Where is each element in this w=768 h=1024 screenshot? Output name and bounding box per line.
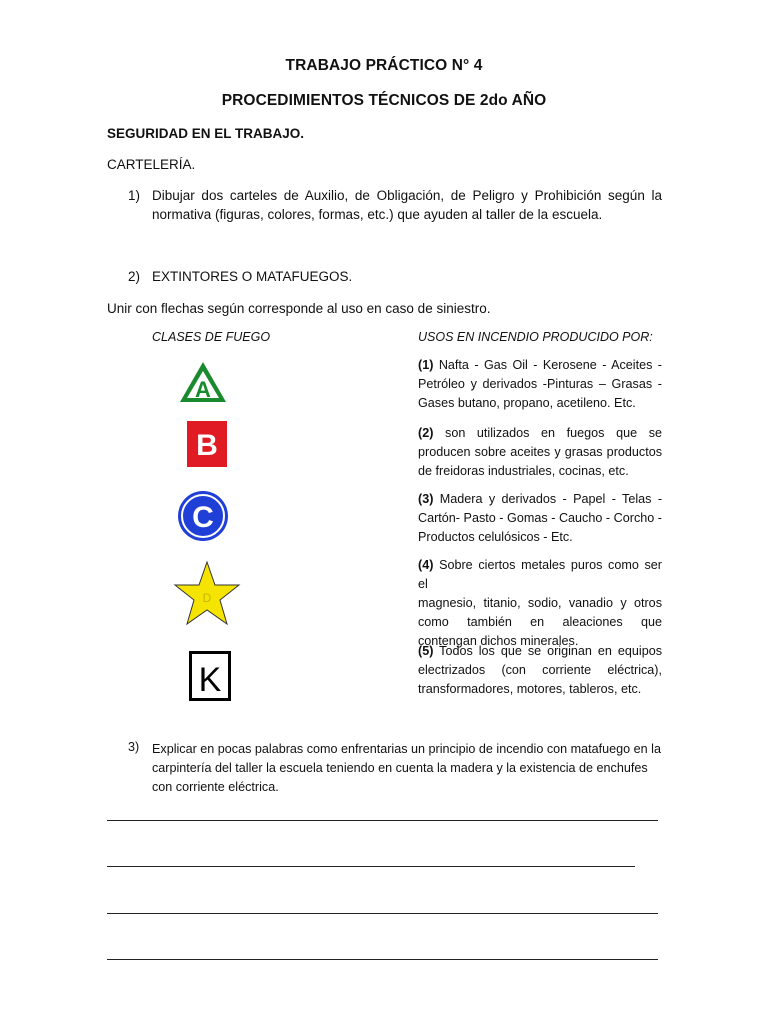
column-header-classes: CLASES DE FUEGO bbox=[152, 330, 271, 344]
use-4-line-2: magnesio, titanio, sodio, vanadio y otros bbox=[418, 596, 662, 610]
use-4-line-1: Sobre ciertos metales puros como ser el bbox=[418, 558, 662, 591]
use-2-number: (2) bbox=[418, 426, 434, 440]
use-5-line-3: transformadores, motores, tableros, etc. bbox=[418, 682, 642, 696]
use-4 bbox=[418, 556, 662, 651]
item-1-number: 1) bbox=[128, 188, 141, 203]
answer-line-1[interactable] bbox=[107, 820, 658, 821]
use-1-line-2: Petróleo y derivados -Pinturas – Grasas - bbox=[418, 377, 662, 391]
use-5 bbox=[418, 642, 662, 699]
use-3-line-1: Madera y derivados - Papel - Telas - bbox=[439, 492, 663, 506]
use-5-line-1: Todos los que se originan en equipos bbox=[439, 644, 662, 658]
section-heading: SEGURIDAD EN EL TRABAJO. bbox=[107, 126, 305, 141]
answer-line-4[interactable] bbox=[107, 959, 658, 960]
class-d-star-icon bbox=[172, 560, 242, 628]
use-1-line-3: Gases butano, propano, acetileno. Etc. bbox=[418, 396, 636, 410]
item-2-number: 2) bbox=[128, 269, 141, 284]
class-k-letter: K bbox=[198, 661, 222, 699]
use-3 bbox=[418, 490, 662, 547]
instruction-text: Unir con flechas según corresponde al uso en caso de siniestro. bbox=[107, 301, 491, 316]
page-subtitle: PROCEDIMIENTOS TÉCNICOS DE 2do AÑO bbox=[221, 92, 547, 109]
item-3-line-1: Explicar en pocas palabras como enfrentarias un principio de incendio con matafuego en la bbox=[152, 742, 661, 756]
item-1-line-1: Dibujar dos carteles de Auxilio, de Obligación, de Peligro y Prohibición según la bbox=[152, 188, 662, 203]
subsection-heading: CARTELERÍA. bbox=[107, 157, 196, 172]
class-c-circle-icon bbox=[176, 489, 230, 543]
class-d-letter: D bbox=[202, 591, 212, 605]
class-c-letter: C bbox=[192, 501, 214, 534]
class-b-letter: B bbox=[196, 429, 218, 462]
use-2-line-3: de freidoras industriales, cocinas, etc. bbox=[418, 464, 629, 478]
use-1-number: (1) bbox=[418, 358, 434, 372]
class-b-square-icon bbox=[186, 420, 228, 468]
use-5-number: (5) bbox=[418, 644, 434, 658]
column-header-uses: USOS EN INCENDIO PRODUCIDO POR: bbox=[418, 330, 653, 344]
item-3-line-3: con corriente eléctrica. bbox=[152, 780, 279, 794]
use-4-line-3: como también en aleaciones que bbox=[418, 615, 662, 629]
answer-line-2[interactable] bbox=[107, 866, 635, 867]
use-2-line-1: son utilizados en fuegos que se bbox=[445, 426, 662, 440]
use-1 bbox=[418, 356, 662, 413]
class-a-letter: A bbox=[195, 377, 211, 402]
use-3-number: (3) bbox=[418, 492, 434, 506]
use-1-line-1: Nafta - Gas Oil - Kerosene - Aceites - bbox=[438, 358, 663, 372]
use-4-number: (4) bbox=[418, 558, 434, 572]
use-4-line-4: contengan dichos minerales. bbox=[418, 634, 579, 648]
use-5-line-2: electrizados (con corriente eléctrica), bbox=[418, 663, 662, 677]
use-3-line-2: Cartón- Pasto - Gomas - Caucho - Corcho - bbox=[418, 511, 662, 525]
item-3-text bbox=[152, 740, 664, 797]
item-3-number: 3) bbox=[128, 740, 140, 754]
class-k-box-icon bbox=[189, 651, 231, 701]
item-2-text: EXTINTORES O MATAFUEGOS. bbox=[152, 269, 353, 284]
item-3-line-2: carpintería del taller la escuela teniendo en cuenta la madera y la existencia de enchufes bbox=[152, 761, 648, 775]
answer-line-3[interactable] bbox=[107, 913, 658, 914]
use-2-line-2: producen sobre aceites y grasas productos bbox=[418, 445, 662, 459]
use-3-line-3: Productos celulósicos - Etc. bbox=[418, 530, 573, 544]
item-1-line-2: normativa (figuras, colores, formas, etc.) que ayuden al taller de la escuela. bbox=[152, 207, 603, 222]
class-a-triangle-icon bbox=[178, 360, 228, 404]
page-title: TRABAJO PRÁCTICO N° 4 bbox=[285, 57, 483, 74]
use-2 bbox=[418, 424, 662, 481]
